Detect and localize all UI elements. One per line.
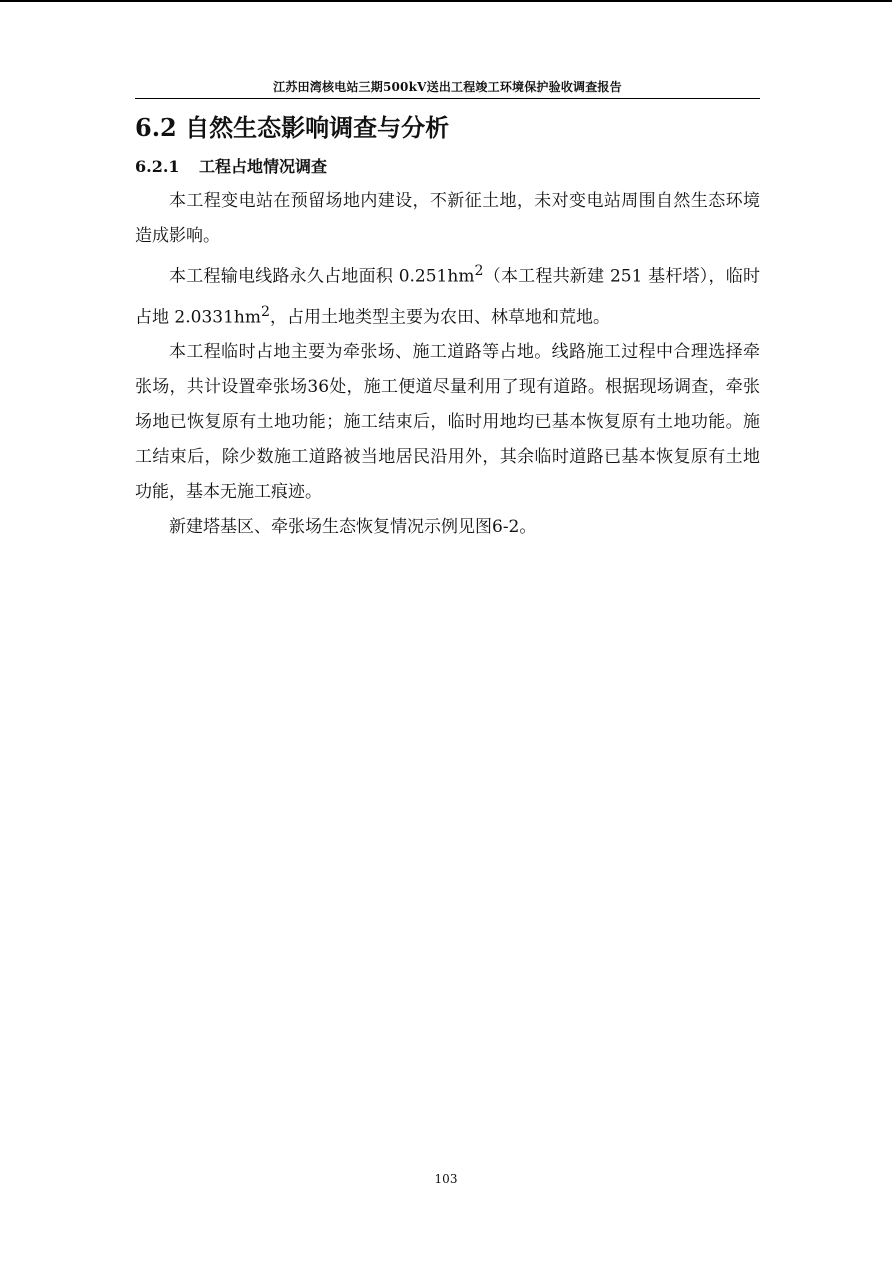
section-heading xyxy=(135,108,449,143)
page-top-border xyxy=(0,0,892,2)
paragraph-figure-reference: 新建塔基区、牵张场生态恢复情况示例见图6-2。 xyxy=(169,517,537,538)
body-text xyxy=(135,184,760,545)
subsection-heading xyxy=(135,154,327,177)
superscript-2: 2 xyxy=(260,303,270,320)
running-header: 江苏田湾核电站三期500kV送出工程竣工环境保护验收调查报告 xyxy=(273,80,622,94)
page-number: 103 xyxy=(434,1172,458,1186)
paragraph-line-land-use-part1: 本工程输电线路永久占地面积 0.251hm xyxy=(169,266,475,287)
paragraph-line-land-use xyxy=(135,254,760,335)
header-rule xyxy=(135,98,760,99)
subsection-title-text: 工程占地情况调查 xyxy=(199,157,328,176)
paragraph-line-land-use-part3: ，占用土地类型主要为农田、林草地和荒地。 xyxy=(269,307,610,328)
section-title-text: 自然生态影响调查与分析 xyxy=(185,113,450,142)
paragraph-temporary-land: 本工程临时占地主要为牵张场、施工道路等占地。线路施工过程中合理选择牵张场，共计设置牵张场36处，施工便道尽量利用了现有道路。根据现场调查，牵张场地已恢复原有土地功能；施工结束后，临时用地均已基本恢复原有土地功能。施工结束后，除少数施工道路被当地居民沿用外，其余临时道路已基本恢复原有土地功能，基本无施工痕迹。 xyxy=(135,342,760,503)
paragraph-substation-land: 本工程变电站在预留场地内建设，不新征土地，未对变电站周围自然生态环境造成影响。 xyxy=(135,191,760,246)
superscript-2: 2 xyxy=(474,263,484,279)
paragraph-line-land-use-part2: （本工程共新建 251 基杆塔），临时占地 2.0331hm xyxy=(135,266,760,328)
subsection-number: 6.2.1 xyxy=(135,157,180,176)
section-number: 6.2 xyxy=(135,113,177,142)
